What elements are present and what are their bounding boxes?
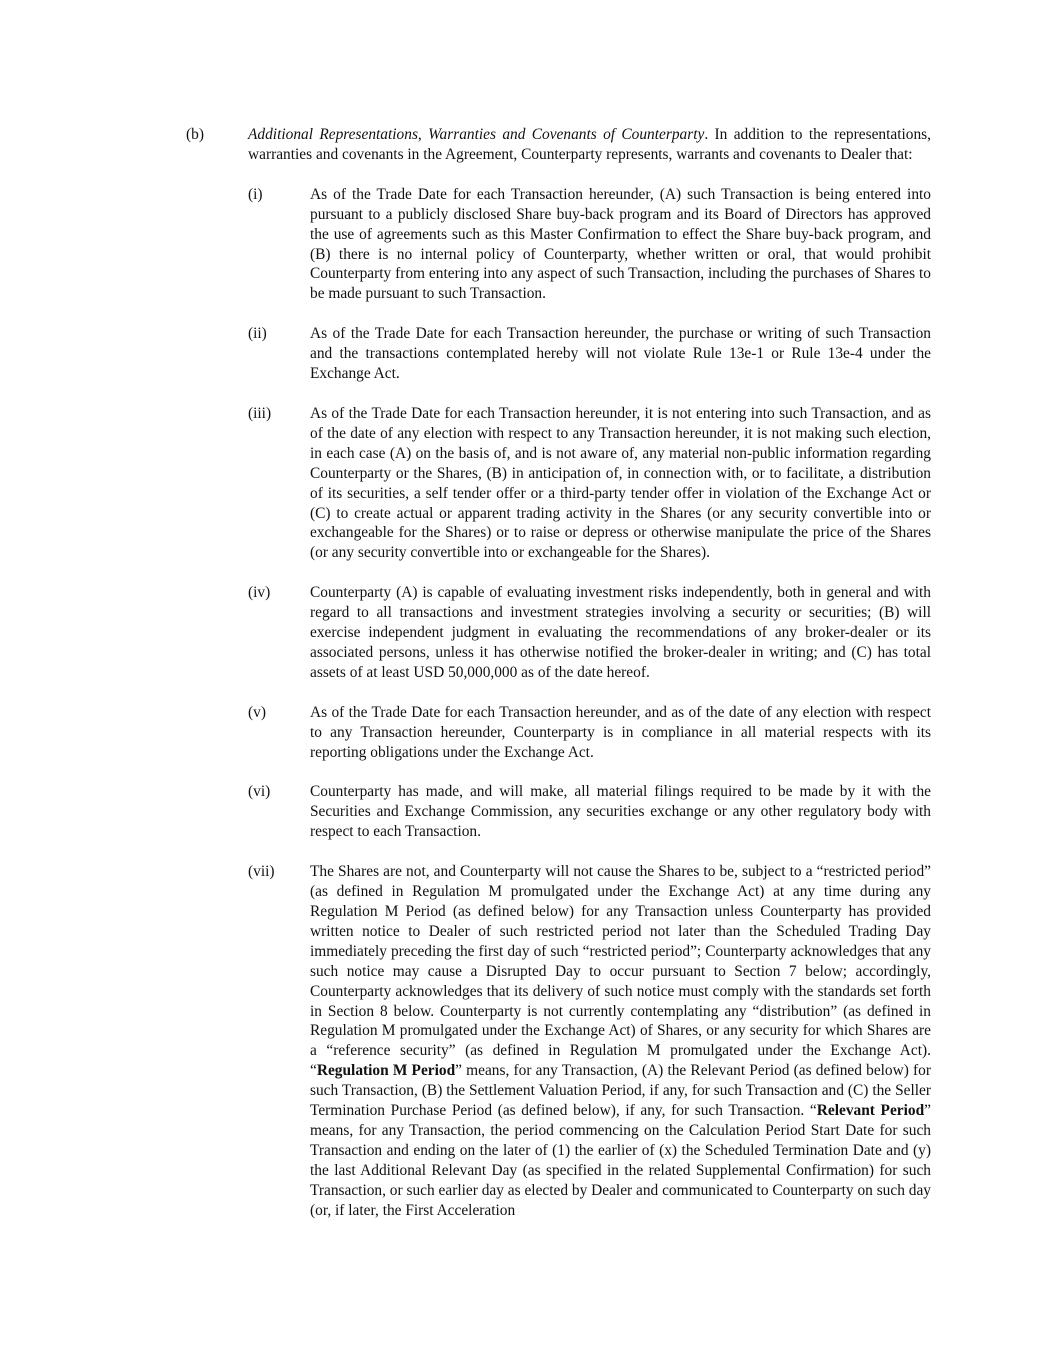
clause-intro-text: . In addition to the representations, warranties and covenants in the Agreement, Counterparty represents, warrants and covenants to Dealer that: [248,126,931,163]
list-item [248,583,931,683]
item-text [310,862,931,1220]
clause-intro [248,125,931,165]
clause-b [186,125,931,1241]
item-list [248,185,931,1221]
list-item [248,782,931,842]
clause-label: (b) [186,126,204,143]
item-vii-part2: ” means, for any Transaction, (A) the Relevant Period (as defined below) for such Transaction, (B) the Settlement Valuation Period, if any, for such Transaction and (C) the Seller Termination Purchase Period (as defined below), if any, for such Transaction. “ [310,1062,931,1120]
defined-term-regulation-m-period: Regulation M Period [316,1062,456,1080]
item-label: (i) [248,185,263,203]
item-label: (ii) [248,325,267,343]
item-text: As of the Trade Date for each Transaction hereunder, it is not entering into such Transaction, and as of the date of any election with respect to any Transaction hereunder, it is not making such election, in each case (A) on the basis of, and is not aware of, any material non-public information regarding Counterparty or the Shares, (B) in anticipation of, in connection with, or to facilitate, a distribution of its securities, a self tender offer or a third-party tender offer in violation of the Exchange Act or (C) to create actual or apparent trading activity in the Shares (or any security convertible into or exchangeable for the Shares) or to raise or depress or otherwise manipulate the price of the Shares (or any security convertible into or exchangeable for the Shares). [310,404,931,562]
item-text: Counterparty (A) is capable of evaluating investment risks independently, both in general and with regard to all transactions and investment strategies involving a security or securities; (B) will exercise independent judgment in evaluating the recommendations of any broker-dealer or its associated persons, unless it has otherwise notified the broker-dealer in writing; and (C) has total assets of at least USD 50,000,000 as of the date hereof. [310,584,931,681]
item-text: Counterparty has made, and will make, all material filings required to be made by it with the Securities and Exchange Commission, any securities exchange or any other regulatory body with respect to each Transaction. [310,783,931,841]
list-item [248,703,931,763]
item-label: (iv) [248,584,271,602]
item-text: As of the Trade Date for each Transaction hereunder, and as of the date of any election with respect to any Transaction hereunder, Counterparty is in compliance in all material respects with its reporting obligations under the Exchange Act. [310,703,931,761]
item-label: (vii) [248,863,275,881]
item-vii-part1: The Shares are not, and Counterparty will not cause the Shares to be, subject to a “restricted period” (as defined in Regulation M promulgated under the Exchange Act) at any time during any Regulation M Period (as defined below) for any Transaction unless Counterparty has provided written notice to Dealer of such restricted period not later than the Scheduled Trading Day immediately preceding the first day of such “restricted period”; Counterparty acknowledges that any such notice may cause a Disrupted Day to occur pursuant to Section 7 below; accordingly, Counterparty acknowledges that its delivery of such notice must comply with the standards set forth in Section 8 below. Counterparty is not currently contemplating any “distribution” (as defined in Regulation M promulgated under the Exchange Act) of Shares, or any security for which Shares are a “reference security” (as defined in Regulation M promulgated under the Exchange Act). “ [310,863,931,1080]
item-text: As of the Trade Date for each Transaction hereunder, (A) such Transaction is being entered into pursuant to a publicly disclosed Share buy-back program and its Board of Directors has approved the use of agreements such as this Master Confirmation to effect the Share buy-back program, and (B) there is no internal policy of Counterparty, whether written or oral, that would prohibit Counterparty from entering into any aspect of such Transaction, including the purchases of Shares to be made pursuant to such Transaction. [310,185,931,303]
clause-heading: Additional Representations, Warranties and Covenants of Counterparty [248,126,705,143]
list-item [248,404,931,563]
item-label: (vi) [248,783,271,801]
list-item [248,324,931,384]
list-item [248,185,931,304]
defined-term-relevant-period: Relevant Period [816,1102,925,1120]
list-item-vii [248,862,931,1220]
item-vii-part3: ” means, for any Transaction, the period commencing on the Calculation Period Start Date for such Transaction and ending on the later of (1) the earlier of (x) the Scheduled Termination Date and (y) the last Additional Relevant Day (as specified in the related Supplemental Confirmation) for such Transaction, or such earlier day as elected by Dealer and communicated to Counterparty on such day (or, if later, the First Acceleration [310,1102,931,1219]
item-label: (v) [248,703,266,721]
item-label: (iii) [248,404,272,422]
item-text: As of the Trade Date for each Transaction hereunder, the purchase or writing of such Transaction and the transactions contemplated hereby will not violate Rule 13e-1 or Rule 13e-4 under the Exchange Act. [310,325,931,383]
